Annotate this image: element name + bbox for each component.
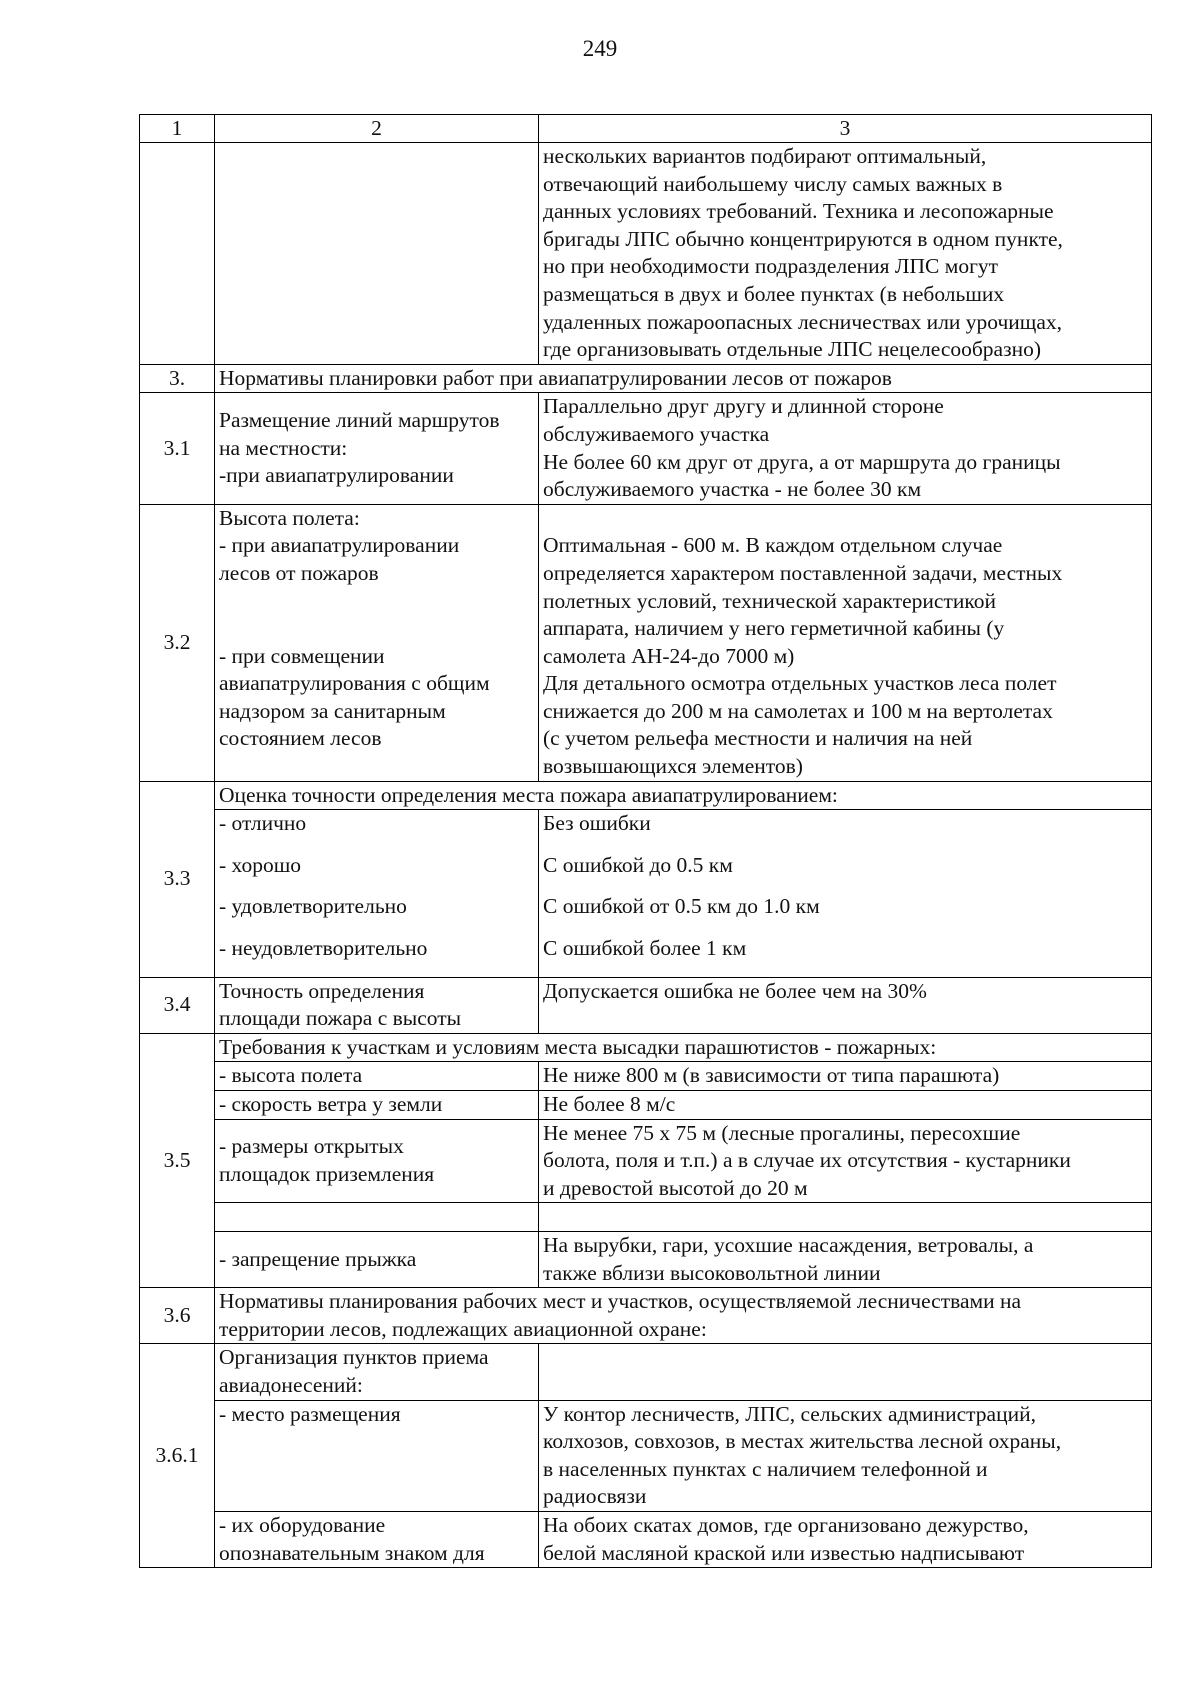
text-line: и древостой высотой до 20 м xyxy=(543,1175,808,1200)
text-line: обслуживаемого участка - не более 30 км xyxy=(543,477,922,502)
cell-param: - скорость ветра у земли xyxy=(215,1091,539,1120)
section-row-3-2 xyxy=(140,504,1152,781)
section-number: 3.4 xyxy=(140,977,215,1033)
cell-param: - высота полета xyxy=(215,1062,539,1091)
text-line: У контор лесничеств, ЛПС, сельских администраций, xyxy=(543,1401,1036,1426)
section-number: 3.5 xyxy=(140,1033,215,1287)
header-col-2: 2 xyxy=(215,115,539,143)
section-row-3-6 xyxy=(140,1288,1152,1344)
table-row xyxy=(140,1231,1152,1287)
text-line: С ошибкой до 0.5 км xyxy=(543,852,733,877)
header-col-1: 1 xyxy=(140,115,215,143)
cell-norm xyxy=(539,1400,1152,1511)
text-line: в населенных пунктах с наличием телефонной и xyxy=(543,1456,988,1481)
text-line: колхозов, совхозов, в местах жительства лесной охраны, xyxy=(543,1429,1062,1454)
text-line: Параллельно друг другу и длинной стороне xyxy=(543,394,944,419)
text-line: белой масляной краской или известью надписывают xyxy=(543,1540,1025,1565)
cell-norm xyxy=(539,393,1152,504)
text-line: С ошибкой более 1 км xyxy=(543,936,747,961)
text-line: Размещение линий маршрутов xyxy=(219,408,500,433)
table-row xyxy=(140,1400,1152,1511)
text-line: бригады ЛПС обычно концентрируются в одном пункте, xyxy=(543,226,1063,251)
cell-norm: Допускается ошибка не более чем на 30% xyxy=(539,977,1152,1033)
text-line: территории лесов, подлежащих авиационной охране: xyxy=(219,1316,707,1341)
text-line: данных условиях требований. Техника и лесопожарные xyxy=(543,199,1054,224)
section-row-3-4 xyxy=(140,977,1152,1033)
text-line: Оптимальная - 600 м. В каждом отдельном случае xyxy=(543,533,1003,558)
cell-param xyxy=(215,504,539,781)
text-line: Высота полета: xyxy=(219,505,360,530)
standards-table xyxy=(139,114,1152,1568)
header-row xyxy=(140,115,1152,143)
cell-param xyxy=(215,977,539,1033)
section-number: 3.3 xyxy=(140,781,215,977)
cell-param: - место размещения xyxy=(215,1400,539,1511)
table-row-empty xyxy=(140,1203,1152,1232)
section-number: 3.6.1 xyxy=(140,1344,215,1568)
text-line: С ошибкой от 0.5 км до 1.0 км xyxy=(543,894,820,919)
cell-param: - запрещение прыжка xyxy=(215,1231,539,1287)
text-line: на местности: xyxy=(219,435,348,460)
section-row-3-6-1 xyxy=(140,1344,1152,1400)
text-line: определяется характером поставленной задачи, местных xyxy=(543,560,1063,585)
text-line: радиосвязи xyxy=(543,1484,647,1509)
text-line: авиапатрулирования с общим xyxy=(219,671,490,696)
header-col-3: 3 xyxy=(539,115,1152,143)
text-line: Не более 60 км друг от друга, а от маршрута до границы xyxy=(543,449,1061,474)
section-title: Требования к участкам и условиям места высадки парашютистов - пожарных: xyxy=(215,1033,1152,1062)
text-line: размещаться в двух и более пунктах (в небольших xyxy=(543,281,1005,306)
text-line: нескольких вариантов подбирают оптимальный, xyxy=(543,144,987,168)
table-row xyxy=(140,1062,1152,1091)
text-line: - удовлетворительно xyxy=(219,894,407,919)
cell-norm: Не более 8 м/с xyxy=(539,1091,1152,1120)
text-line: возвышающихся элементов) xyxy=(543,754,803,779)
text-line: отвечающий наибольшему числу самых важных в xyxy=(543,171,1003,196)
text-line: (с учетом рельефа местности и наличия на ней xyxy=(543,726,973,751)
text-line: площади пожара с высоты xyxy=(219,1006,462,1031)
cell-norm: Не ниже 800 м (в зависимости от типа парашюта) xyxy=(539,1062,1152,1091)
text-line: авиадонесений: xyxy=(219,1372,363,1397)
text-line: Не менее 75 х 75 м (лесные прогалины, пересохшие xyxy=(543,1120,1021,1145)
text-line: полетных условий, технической характеристикой xyxy=(543,588,996,613)
text-line: - размеры открытых xyxy=(219,1134,404,1159)
text-line: надзором за санитарным xyxy=(219,698,446,723)
text-line: - их оборудование xyxy=(219,1512,386,1537)
cell-norm xyxy=(539,1344,1152,1400)
text-line: Без ошибки xyxy=(543,811,651,836)
section-number: 3.2 xyxy=(140,504,215,781)
text-line: но при необходимости подразделения ЛПС могут xyxy=(543,254,999,279)
text-line: самолета АН-24-до 7000 м) xyxy=(543,643,795,668)
text-line: удаленных пожароопасных лесничествах или урочищах, xyxy=(543,309,1063,334)
cell-num xyxy=(140,143,215,365)
cell-norm xyxy=(539,1511,1152,1567)
text-line: снижается до 200 м на самолетах и 100 м на вертолетах xyxy=(543,698,1053,723)
cell-param xyxy=(215,393,539,504)
table-row xyxy=(140,1091,1152,1120)
text-line: болота, поля и т.п.) а в случае их отсутствия - кустарники xyxy=(543,1148,1071,1173)
text-line: аппарата, наличием у него герметичной кабины (у xyxy=(543,616,1005,641)
cell-param xyxy=(215,1203,539,1232)
section-title xyxy=(215,1288,1152,1344)
table-row xyxy=(140,810,1152,977)
text-line: опознавательным знаком для xyxy=(219,1540,485,1565)
text-line: - хорошо xyxy=(219,852,302,877)
text-line: Организация пунктов приема xyxy=(219,1345,489,1370)
cell-norm xyxy=(539,1119,1152,1203)
section-title: Нормативы планировки работ при авиапатрулировании лесов от пожаров xyxy=(215,364,1152,393)
text-line: - при авиапатрулировании xyxy=(219,533,460,558)
text-line: - неудовлетворительно xyxy=(219,936,428,961)
text-line: состоянием лесов xyxy=(219,726,382,751)
cell-norm xyxy=(539,1231,1152,1287)
section-row-3-3 xyxy=(140,781,1152,810)
text-line: На обоих скатах домов, где организовано дежурство, xyxy=(543,1512,1029,1537)
cell-norm xyxy=(539,810,1152,977)
table-row xyxy=(140,143,1152,365)
text-line: -при авиапатрулировании xyxy=(219,463,454,488)
text-line: Нормативы планирования рабочих мест и участков, осуществляемой лесничествами на xyxy=(219,1289,1022,1314)
cell-param xyxy=(215,143,539,365)
text-line: Точность определения xyxy=(219,978,425,1003)
cell-param xyxy=(215,1344,539,1400)
cell-norm xyxy=(539,504,1152,781)
section-number: 3.6 xyxy=(140,1288,215,1344)
section-row-3-5 xyxy=(140,1033,1152,1062)
cell-norm xyxy=(539,1203,1152,1232)
cell-param xyxy=(215,810,539,977)
section-row-3-1 xyxy=(140,393,1152,504)
table-row xyxy=(140,1511,1152,1567)
cell-param xyxy=(215,1511,539,1567)
text-line: также вблизи высоковольтной линии xyxy=(543,1260,881,1285)
text-line: На вырубки, гари, усохшие насаждения, ветровалы, а xyxy=(543,1232,1034,1257)
text-line: - при совмещении xyxy=(219,643,385,668)
text-line: обслуживаемого участка xyxy=(543,421,770,446)
section-number: 3.1 xyxy=(140,393,215,504)
text-line: - отлично xyxy=(219,811,307,836)
section-row-3 xyxy=(140,364,1152,393)
text-line: лесов от пожаров xyxy=(219,560,379,585)
section-number: 3. xyxy=(140,364,215,393)
section-title: Оценка точности определения места пожара авиапатрулированием: xyxy=(215,781,1152,810)
cell-param xyxy=(215,1119,539,1203)
text-line: где организовывать отдельные ЛПС нецелесообразно) xyxy=(543,337,1041,362)
page-number: 249 xyxy=(582,36,618,61)
table-row xyxy=(140,1119,1152,1203)
cell-norm xyxy=(539,143,1152,365)
text-line: площадок приземления xyxy=(219,1161,435,1186)
text-line: Для детального осмотра отдельных участков леса полет xyxy=(543,671,1057,696)
